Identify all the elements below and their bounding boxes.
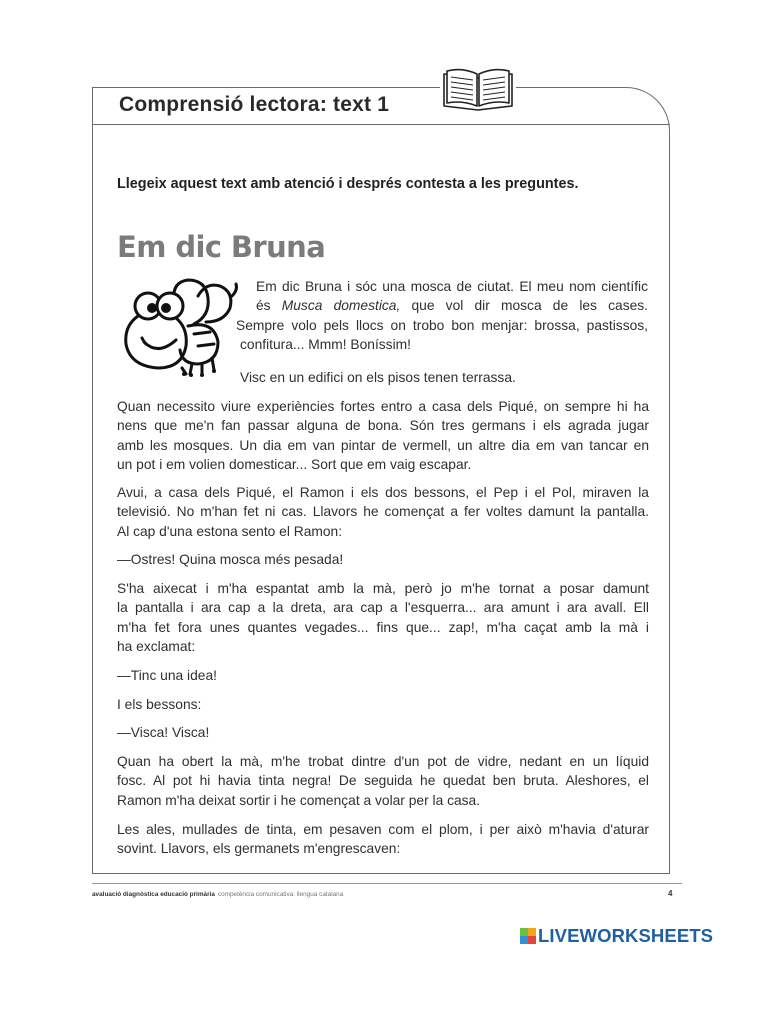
instructions: Llegeix aquest text amb atenció i després contesta a les preguntes. xyxy=(117,176,579,192)
text-line: Al cap d'una estona sento el Ramon: xyxy=(117,523,343,539)
text-line: sovint. Llavors, els germanets m'engrescaven: xyxy=(117,841,401,857)
intro-line2-prefix: és xyxy=(256,298,271,314)
intro-line2-suffix: que vol dir mosca de les cases. xyxy=(411,298,649,314)
footer-title: avaluació diagnòstica educació primària xyxy=(92,891,215,898)
footer-subtitle: competència comunicativa: llengua catalana xyxy=(217,891,344,898)
text-line: Ramon m'ha deixat sortir i he començat a volar per la casa. xyxy=(117,792,481,808)
text-line: m'ha fet fora unes quantes vegades... fins que... zap!, m'ha caçat amb la mà i xyxy=(117,619,649,635)
intro-line: Em dic Bruna i sóc una mosca de ciutat. El meu nom científic xyxy=(256,279,648,294)
paragraph-3 xyxy=(117,397,649,474)
paragraph-4 xyxy=(117,483,649,541)
text-line: S'ha aixecat i m'ha espantat amb la mà, però jo m'he tornat a posar damunt xyxy=(117,581,649,596)
scientific-name: Musca domestica, xyxy=(281,298,401,314)
text-line: Avui, a casa dels Piqué, el Ramon i els dos bessons, el Pep i el Pol, miraven la xyxy=(117,485,649,500)
paragraph-11 xyxy=(117,820,649,859)
paragraph-8: I els bessons: xyxy=(117,697,202,712)
paragraph-6 xyxy=(117,579,649,656)
text-line: nens que me'n fan passar alguna de bona. Són tres germans i els agrada jugar xyxy=(117,418,649,434)
open-book-icon xyxy=(440,64,516,114)
footer-caption xyxy=(92,891,343,898)
story-intro xyxy=(236,277,648,354)
header-divider xyxy=(92,124,670,125)
brand-name: LIVEWORKSHEETS xyxy=(538,925,714,946)
paragraph-9: —Visca! Visca! xyxy=(117,725,210,740)
paragraph-7: —Tinc una idea! xyxy=(117,668,217,683)
intro-line xyxy=(256,296,648,315)
paragraph-5: —Ostres! Quina mosca més pesada! xyxy=(117,552,344,567)
page-number: 4 xyxy=(668,889,673,898)
intro-line: Sempre volo pels llocs on trobo bon menjar: brossa, pastissos, xyxy=(236,317,648,333)
text-line: televisió. No m'han fet ni cas. Llavors he començat a fer voltes damunt la pantalla. xyxy=(117,504,649,520)
story-title: Em dic Bruna xyxy=(117,230,326,264)
text-line: fosc. Al pot hi havia tinta negra! De seguida he quedat ben bruta. Aleshores, el xyxy=(117,773,649,789)
text-line: un pot i em volien domesticar... Sort que em vaig escapar. xyxy=(117,456,472,472)
intro-line: confitura... Mmm! Boníssim! xyxy=(240,336,411,352)
paragraph-10 xyxy=(117,752,649,810)
text-line: amb les mosques. Un dia em van pintar de vermell, un altre dia em van tancar en xyxy=(117,437,649,453)
text-line: Les ales, mullades de tinta, em pesaven com el plom, i per això m'havia d'aturar xyxy=(117,822,649,837)
page-title: Comprensió lectora: text 1 xyxy=(119,93,390,116)
text-line: Quan necessito viure experiències fortes entro a casa dels Piqué, on sempre hi ha xyxy=(117,399,649,414)
fly-illustration-icon xyxy=(114,276,242,380)
text-line: ha exclamat: xyxy=(117,638,196,654)
footer-divider xyxy=(92,883,682,884)
paragraph-2: Visc en un edifici on els pisos tenen terrassa. xyxy=(240,370,516,385)
liveworksheets-logo-icon xyxy=(520,928,536,944)
text-line: Quan ha obert la mà, m'he trobat dintre d'un pot de vidre, nedant en un líquid xyxy=(117,754,649,769)
text-line: la pantalla i ara cap a la dreta, ara cap a l'esquerra... ara amunt i ara avall. Ell xyxy=(117,600,649,616)
liveworksheets-brand[interactable] xyxy=(520,925,713,947)
